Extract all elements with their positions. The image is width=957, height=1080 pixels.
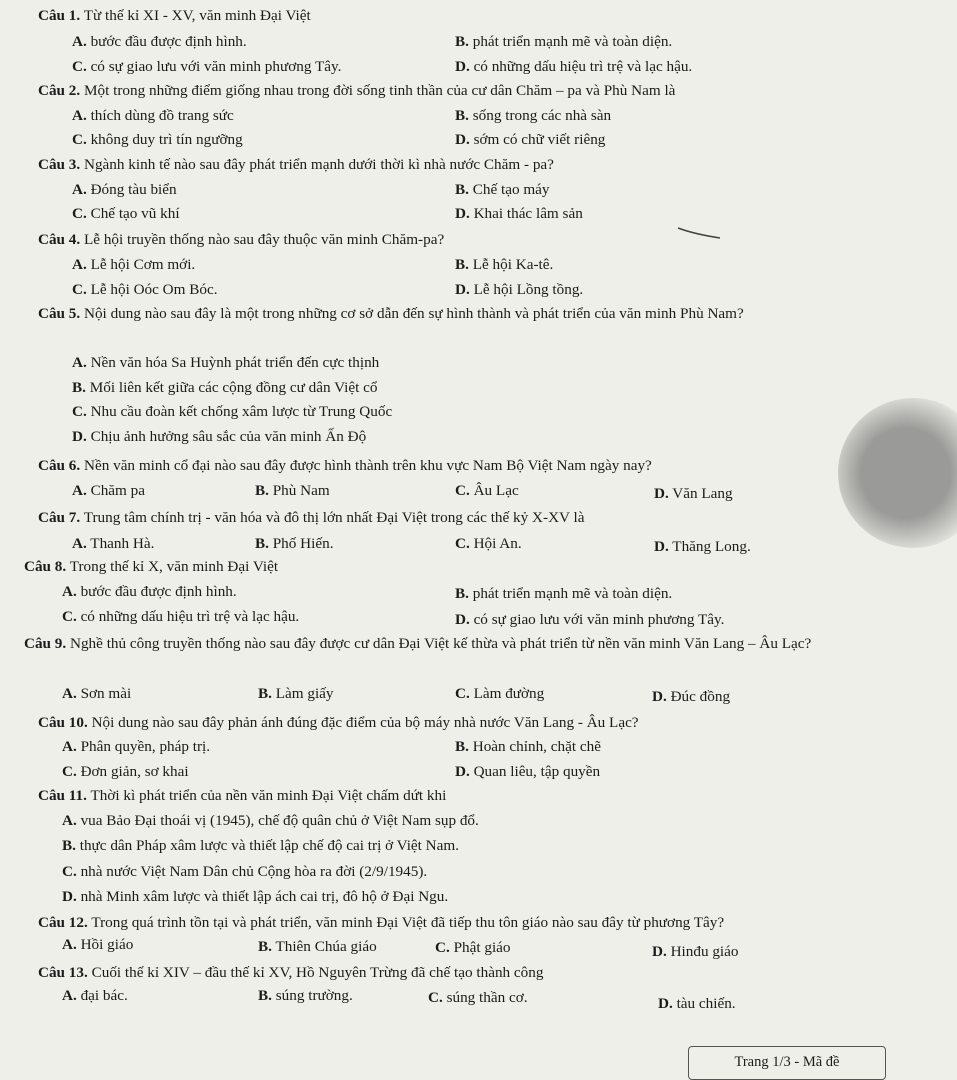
question-3 xyxy=(38,154,945,176)
option-a[interactable] xyxy=(72,533,154,555)
option-text: bước đầu được định hình. xyxy=(90,33,247,50)
option-c[interactable] xyxy=(435,937,511,959)
option-d[interactable] xyxy=(654,536,751,558)
option-b[interactable] xyxy=(62,835,459,857)
option-c[interactable] xyxy=(62,761,189,783)
option-text: Thiên Chúa giáo xyxy=(275,938,377,955)
option-d[interactable] xyxy=(62,886,448,908)
option-c[interactable] xyxy=(455,533,522,555)
question-1 xyxy=(38,5,945,27)
option-letter: B. xyxy=(455,256,469,273)
option-text: Chịu ảnh hưởng sâu sắc của văn minh Ấn Độ xyxy=(90,428,367,445)
option-letter: D. xyxy=(455,58,470,75)
question-10 xyxy=(38,712,945,734)
option-letter: C. xyxy=(72,205,87,222)
option-text: Chế tạo máy xyxy=(472,181,550,198)
question-text: Cuối thế kỉ XIV – đầu thế kỉ XV, Hồ Nguyên Trừng đã chế tạo thành công xyxy=(91,964,544,981)
question-5 xyxy=(38,303,918,325)
option-text: thực dân Pháp xâm lược và thiết lập chế độ cai trị ở Việt Nam. xyxy=(79,837,460,854)
option-d[interactable] xyxy=(658,993,736,1015)
option-text: Âu Lạc xyxy=(473,482,519,499)
option-a[interactable] xyxy=(72,179,177,201)
option-b[interactable] xyxy=(258,936,377,958)
option-a[interactable] xyxy=(72,105,234,127)
question-text: Ngành kinh tế nào sau đây phát triển mạnh dưới thời kì nhà nước Chăm - pa? xyxy=(84,156,554,173)
option-text: Quan liêu, tập quyền xyxy=(473,763,601,780)
option-text: Thanh Hà. xyxy=(90,535,155,552)
option-text: Làm đường xyxy=(473,685,545,702)
option-letter: A. xyxy=(62,685,77,702)
option-text: Hoàn chỉnh, chặt chẽ xyxy=(472,738,601,755)
option-d[interactable] xyxy=(654,483,733,505)
option-text: Sơn mài xyxy=(80,685,132,702)
question-label: Câu 11. xyxy=(38,787,87,804)
option-text: sớm có chữ viết riêng xyxy=(473,131,606,148)
option-letter: D. xyxy=(455,131,470,148)
question-label: Câu 10. xyxy=(38,714,88,731)
option-b[interactable] xyxy=(258,683,334,705)
option-text: sống trong các nhà sàn xyxy=(472,107,612,124)
option-b[interactable] xyxy=(455,31,672,53)
option-letter: C. xyxy=(62,863,77,880)
option-text: có sự giao lưu với văn minh phương Tây. xyxy=(473,611,725,628)
option-text: Khai thác lâm sản xyxy=(473,205,583,222)
option-a[interactable] xyxy=(72,254,195,276)
question-9 xyxy=(24,633,924,655)
option-letter: A. xyxy=(62,812,77,829)
question-6 xyxy=(38,455,945,477)
option-text: Thăng Long. xyxy=(672,538,751,555)
option-letter: D. xyxy=(654,538,669,555)
option-b[interactable] xyxy=(255,533,333,555)
option-text: Phật giáo xyxy=(453,939,511,956)
option-letter: B. xyxy=(258,685,272,702)
option-text: không duy trì tín ngưỡng xyxy=(90,131,243,148)
question-text: Từ thế kỉ XI - XV, văn minh Đại Việt xyxy=(83,7,311,24)
option-letter: B. xyxy=(455,585,469,602)
option-text: Nền văn hóa Sa Huỳnh phát triển đến cực thịnh xyxy=(90,354,380,371)
question-text: Nền văn minh cổ đại nào sau đây được hình thành trên khu vực Nam Bộ Việt Nam ngày nay? xyxy=(84,457,652,474)
question-11 xyxy=(38,785,945,807)
question-text: Một trong những điểm giống nhau trong đời sống tinh thần của cư dân Chăm – pa và Phù Nam là xyxy=(84,82,676,99)
option-text: Làm giấy xyxy=(275,685,334,702)
option-d[interactable] xyxy=(72,426,366,448)
option-text: Văn Lang xyxy=(672,485,733,502)
question-text: Trung tâm chính trị - văn hóa và đô thị lớn nhất Đại Việt trong các thế kỷ X-XV là xyxy=(83,509,585,526)
option-c[interactable] xyxy=(428,987,528,1009)
option-b[interactable] xyxy=(455,179,550,201)
question-13 xyxy=(38,962,945,984)
option-text: Phố Hiến. xyxy=(272,535,334,552)
option-a[interactable] xyxy=(62,683,131,705)
question-label: Câu 12. xyxy=(38,914,88,931)
option-text: Phù Nam xyxy=(272,482,330,499)
option-letter: B. xyxy=(255,482,269,499)
option-text: súng trường. xyxy=(275,987,353,1004)
question-text: Nội dung nào sau đây phản ánh đúng đặc điểm của bộ máy nhà nước Văn Lang - Âu Lạc? xyxy=(91,714,639,731)
option-text: Lễ hội Oóc Om Bóc. xyxy=(90,281,218,298)
option-text: có những dấu hiệu trì trệ và lạc hậu. xyxy=(80,608,300,625)
option-text: có những dấu hiệu trì trệ và lạc hậu. xyxy=(473,58,693,75)
option-text: Hội An. xyxy=(473,535,522,552)
question-text: Nghề thủ công truyền thống nào sau đây được cư dân Đại Việt kế thừa và phát triển từ nền văn minh Văn Lang – Âu Lạc? xyxy=(70,635,812,652)
option-letter: A. xyxy=(72,535,87,552)
option-a[interactable] xyxy=(62,985,128,1007)
option-letter: A. xyxy=(72,33,87,50)
option-text: Lễ hội Ka-tê. xyxy=(472,256,554,273)
option-text: Nhu cầu đoàn kết chống xâm lược từ Trung Quốc xyxy=(90,403,393,420)
option-text: phát triển mạnh mẽ và toàn diện. xyxy=(472,33,673,50)
option-d[interactable] xyxy=(455,279,583,301)
option-letter: D. xyxy=(652,688,667,705)
option-letter: D. xyxy=(455,281,470,298)
option-b[interactable] xyxy=(258,985,353,1007)
option-text: Chăm pa xyxy=(90,482,145,499)
option-b[interactable] xyxy=(455,254,553,276)
option-a[interactable] xyxy=(62,736,210,758)
option-letter: A. xyxy=(62,987,77,1004)
option-letter: C. xyxy=(72,403,87,420)
option-letter: B. xyxy=(72,379,86,396)
option-letter: A. xyxy=(62,936,77,953)
option-d[interactable] xyxy=(455,761,600,783)
option-text: tàu chiến. xyxy=(676,995,736,1012)
option-letter: A. xyxy=(72,354,87,371)
question-label: Câu 5. xyxy=(38,305,81,322)
option-text: Lễ hội Cơm mới. xyxy=(90,256,196,273)
option-letter: B. xyxy=(258,987,272,1004)
question-text: Trong quá trình tồn tại và phát triển, văn minh Đại Việt đã tiếp thu tôn giáo nào sau đây từ phương Tây? xyxy=(91,914,725,931)
option-letter: D. xyxy=(455,763,470,780)
option-c[interactable] xyxy=(72,56,341,78)
option-letter: C. xyxy=(455,535,470,552)
option-text: có sự giao lưu với văn minh phương Tây. xyxy=(90,58,342,75)
option-d[interactable] xyxy=(455,203,583,225)
option-letter: C. xyxy=(428,989,443,1006)
option-c[interactable] xyxy=(455,683,544,705)
option-letter: C. xyxy=(72,281,87,298)
question-label: Câu 3. xyxy=(38,156,81,173)
option-letter: A. xyxy=(72,181,87,198)
question-label: Câu 8. xyxy=(24,558,67,575)
option-c[interactable] xyxy=(72,279,218,301)
option-letter: C. xyxy=(455,685,470,702)
option-letter: C. xyxy=(62,608,77,625)
option-letter: A. xyxy=(72,107,87,124)
option-letter: B. xyxy=(255,535,269,552)
option-letter: B. xyxy=(62,837,76,854)
option-text: vua Bảo Đại thoái vị (1945), chế độ quân chủ ở Việt Nam sụp đổ. xyxy=(80,812,479,829)
option-d[interactable] xyxy=(652,941,738,963)
option-letter: D. xyxy=(455,611,470,628)
question-text: Thời kì phát triển của nền văn minh Đại Việt chấm dứt khi xyxy=(90,787,447,804)
question-label: Câu 1. xyxy=(38,7,81,24)
option-d[interactable] xyxy=(455,609,724,631)
option-a[interactable] xyxy=(62,581,237,603)
option-letter: C. xyxy=(435,939,450,956)
question-label: Câu 2. xyxy=(38,82,81,99)
option-letter: C. xyxy=(455,482,470,499)
option-b[interactable] xyxy=(72,377,377,399)
question-label: Câu 6. xyxy=(38,457,81,474)
option-letter: C. xyxy=(72,131,87,148)
option-text: bước đầu được định hình. xyxy=(80,583,237,600)
option-letter: B. xyxy=(258,938,272,955)
question-label: Câu 13. xyxy=(38,964,88,981)
question-8 xyxy=(24,556,945,578)
option-c[interactable] xyxy=(72,401,392,423)
option-letter: D. xyxy=(62,888,77,905)
option-a[interactable] xyxy=(62,810,479,832)
option-text: Hinđu giáo xyxy=(670,943,739,960)
option-text: Chế tạo vũ khí xyxy=(90,205,180,222)
option-letter: C. xyxy=(72,58,87,75)
question-12 xyxy=(38,912,945,934)
option-text: đại bác. xyxy=(80,987,128,1004)
option-letter: A. xyxy=(62,738,77,755)
option-b[interactable] xyxy=(455,583,672,605)
option-letter: D. xyxy=(658,995,673,1012)
option-c[interactable] xyxy=(72,129,243,151)
question-4 xyxy=(38,229,945,251)
question-text: Nội dung nào sau đây là một trong những cơ sở dẫn đến sự hình thành và phát triển của văn minh Phù Nam? xyxy=(84,305,744,322)
option-letter: A. xyxy=(72,256,87,273)
option-text: Đóng tàu biển xyxy=(90,181,177,198)
option-letter: D. xyxy=(72,428,87,445)
option-a[interactable] xyxy=(62,934,133,956)
option-c[interactable] xyxy=(62,861,427,883)
option-text: Lễ hội Lồng tồng. xyxy=(473,281,584,298)
option-text: nhà Minh xâm lược và thiết lập ách cai trị, đô hộ ở Đại Ngu. xyxy=(80,888,449,905)
option-letter: B. xyxy=(455,33,469,50)
option-b[interactable] xyxy=(455,105,611,127)
page-footer: Trang 1/3 - Mã đề xyxy=(688,1046,886,1080)
option-letter: A. xyxy=(72,482,87,499)
option-letter: C. xyxy=(62,763,77,780)
option-letter: D. xyxy=(652,943,667,960)
option-letter: B. xyxy=(455,107,469,124)
option-a[interactable] xyxy=(72,352,379,374)
question-label: Câu 9. xyxy=(24,635,67,652)
question-2 xyxy=(38,80,945,102)
option-letter: D. xyxy=(654,485,669,502)
option-text: phát triển mạnh mẽ và toàn diện. xyxy=(472,585,673,602)
question-7 xyxy=(38,507,945,529)
question-label: Câu 7. xyxy=(38,509,81,526)
option-c[interactable] xyxy=(455,480,519,502)
option-text: súng thần cơ. xyxy=(446,989,528,1006)
option-c[interactable] xyxy=(62,606,299,628)
option-letter: B. xyxy=(455,738,469,755)
option-d[interactable] xyxy=(455,129,605,151)
option-c[interactable] xyxy=(72,203,180,225)
question-text: Lễ hội truyền thống nào sau đây thuộc văn minh Chăm-pa? xyxy=(84,231,445,248)
option-a[interactable] xyxy=(72,480,145,502)
option-letter: D. xyxy=(455,205,470,222)
option-letter: A. xyxy=(62,583,77,600)
option-text: thích dùng đồ trang sức xyxy=(90,107,234,124)
option-text: Phân quyền, pháp trị. xyxy=(80,738,211,755)
option-text: Hồi giáo xyxy=(80,936,134,953)
option-letter: B. xyxy=(455,181,469,198)
option-a[interactable] xyxy=(72,31,247,53)
option-text: Mối liên kết giữa các cộng đồng cư dân Việt cổ xyxy=(89,379,378,396)
question-label: Câu 4. xyxy=(38,231,81,248)
option-text: Đúc đồng xyxy=(670,688,731,705)
question-text: Trong thế kỉ X, văn minh Đại Việt xyxy=(69,558,279,575)
option-d[interactable] xyxy=(652,686,730,708)
option-b[interactable] xyxy=(255,480,330,502)
option-b[interactable] xyxy=(455,736,601,758)
option-text: Đơn giản, sơ khai xyxy=(80,763,189,780)
option-text: nhà nước Việt Nam Dân chủ Cộng hòa ra đời (2/9/1945). xyxy=(80,863,428,880)
option-d[interactable] xyxy=(455,56,692,78)
